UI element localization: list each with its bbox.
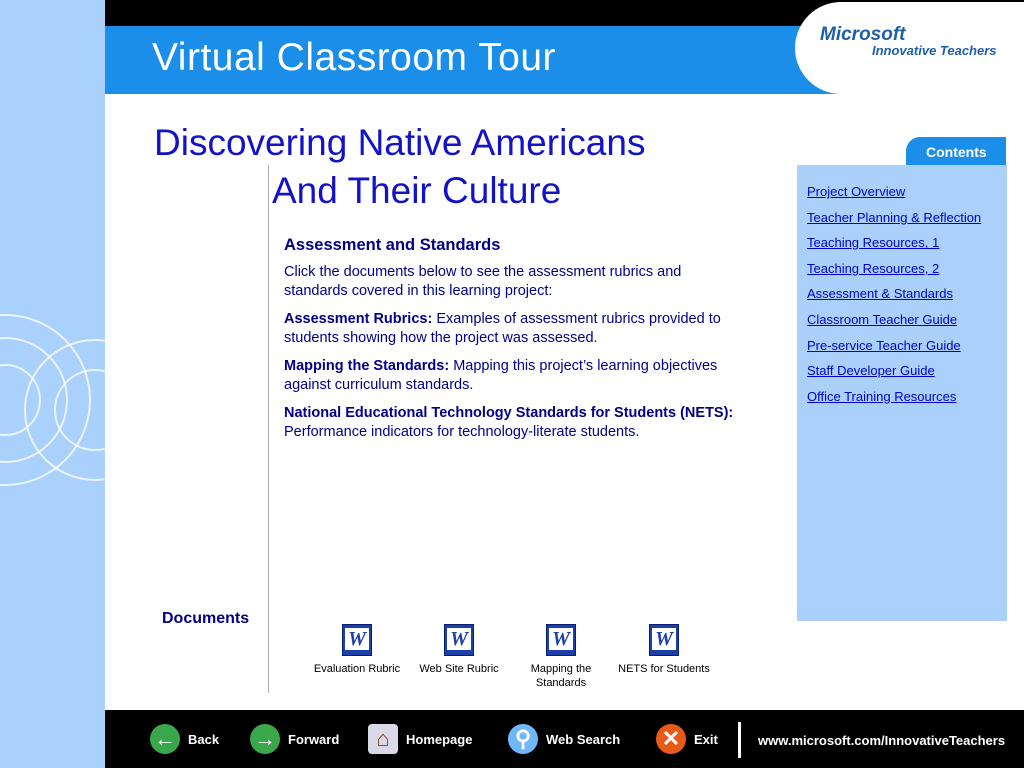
doc-evaluation-rubric[interactable] bbox=[305, 624, 409, 676]
exit-label: Exit bbox=[694, 732, 718, 747]
item-label: Mapping the Standards: bbox=[284, 358, 450, 374]
list-item bbox=[807, 209, 981, 235]
doc-label: NETS for Students bbox=[618, 663, 710, 675]
item-text: Mapping this project’s learning objectives against curriculum standards. bbox=[284, 358, 718, 393]
list-item bbox=[807, 183, 981, 209]
back-button[interactable] bbox=[150, 724, 230, 756]
homepage-button[interactable] bbox=[368, 724, 483, 756]
magnifier-icon: ⚲ bbox=[508, 724, 538, 754]
word-doc-icon bbox=[546, 624, 576, 656]
app-title: Virtual Classroom Tour bbox=[152, 36, 557, 79]
word-glyph: W bbox=[549, 628, 573, 650]
link-assessment-standards[interactable]: Assessment & Standards bbox=[807, 286, 953, 302]
innovative-teachers-logo: Innovative Teachers bbox=[872, 43, 997, 58]
back-label: Back bbox=[188, 732, 220, 747]
web-search-button[interactable] bbox=[508, 724, 633, 756]
doc-nets-for-students[interactable] bbox=[612, 624, 716, 676]
word-glyph: W bbox=[447, 628, 471, 650]
link-teaching-resources-2[interactable]: Teaching Resources, 2 bbox=[807, 260, 940, 276]
link-classroom-teacher-guide[interactable]: Classroom Teacher Guide bbox=[807, 311, 958, 327]
microsoft-logo: Microsoft bbox=[820, 24, 906, 45]
homepage-label: Homepage bbox=[406, 732, 473, 747]
doc-mapping-standards[interactable] bbox=[509, 624, 613, 690]
nav-separator bbox=[738, 722, 741, 758]
documents-label: Documents bbox=[162, 610, 250, 627]
main-content bbox=[284, 236, 744, 451]
section-heading: Assessment and Standards bbox=[284, 236, 501, 254]
list-item bbox=[807, 388, 981, 414]
exit-button[interactable] bbox=[656, 724, 726, 756]
ripple-decoration bbox=[0, 0, 105, 768]
word-doc-icon bbox=[444, 624, 474, 656]
doc-label: Evaluation Rubric bbox=[313, 663, 401, 675]
intro-text: Click the documents below to see the assessment rubrics and standards covered in this learning project: bbox=[284, 264, 682, 299]
forward-arrow-icon: → bbox=[250, 724, 280, 754]
doc-web-site-rubric[interactable] bbox=[407, 624, 511, 676]
contents-list bbox=[807, 183, 981, 413]
item-text: Performance indicators for technology-literate students. bbox=[284, 424, 640, 440]
list-item bbox=[807, 234, 981, 260]
page-title-line2: And Their Culture bbox=[272, 170, 562, 211]
home-icon: ⌂ bbox=[368, 724, 398, 754]
link-project-overview[interactable]: Project Overview bbox=[807, 184, 906, 199]
item-label: Assessment Rubrics: bbox=[284, 311, 433, 327]
forward-label: Forward bbox=[288, 732, 340, 747]
list-item bbox=[807, 285, 981, 311]
close-x-icon: ✕ bbox=[656, 724, 686, 754]
word-doc-icon bbox=[342, 624, 372, 656]
word-doc-icon bbox=[649, 624, 679, 656]
content-item-nets bbox=[284, 404, 744, 442]
left-decorative-strip bbox=[0, 0, 105, 768]
vertical-divider bbox=[268, 165, 269, 693]
doc-label: Mapping the Standards bbox=[530, 663, 592, 689]
back-arrow-icon: ← bbox=[150, 724, 180, 754]
content-item-mapping bbox=[284, 357, 744, 395]
list-item bbox=[807, 311, 981, 337]
list-item bbox=[807, 362, 981, 388]
link-staff-developer-guide[interactable]: Staff Developer Guide bbox=[807, 363, 935, 379]
list-item bbox=[807, 260, 981, 286]
item-text: Examples of assessment rubrics provided to students showing how the project was assessed. bbox=[284, 311, 721, 346]
word-glyph: W bbox=[652, 628, 676, 650]
link-preservice-teacher-guide[interactable]: Pre-service Teacher Guide bbox=[807, 337, 961, 353]
item-label: National Educational Technology Standards for Students (NETS): bbox=[284, 405, 734, 421]
content-item-rubrics bbox=[284, 310, 744, 348]
word-glyph: W bbox=[345, 628, 369, 650]
web-search-label: Web Search bbox=[546, 732, 621, 747]
list-item bbox=[807, 337, 981, 363]
microsoft-url-link[interactable]: www.microsoft.com/InnovativeTeachers bbox=[758, 733, 1006, 748]
link-teaching-resources-1[interactable]: Teaching Resources, 1 bbox=[807, 235, 940, 251]
forward-button[interactable] bbox=[250, 724, 345, 756]
link-teacher-planning[interactable]: Teacher Planning & Reflection bbox=[807, 209, 982, 225]
doc-label: Web Site Rubric bbox=[419, 663, 499, 675]
page-title-line1: Discovering Native Americans bbox=[154, 122, 646, 163]
link-office-training-resources[interactable]: Office Training Resources bbox=[807, 388, 957, 404]
contents-tab-label: Contents bbox=[926, 144, 987, 160]
